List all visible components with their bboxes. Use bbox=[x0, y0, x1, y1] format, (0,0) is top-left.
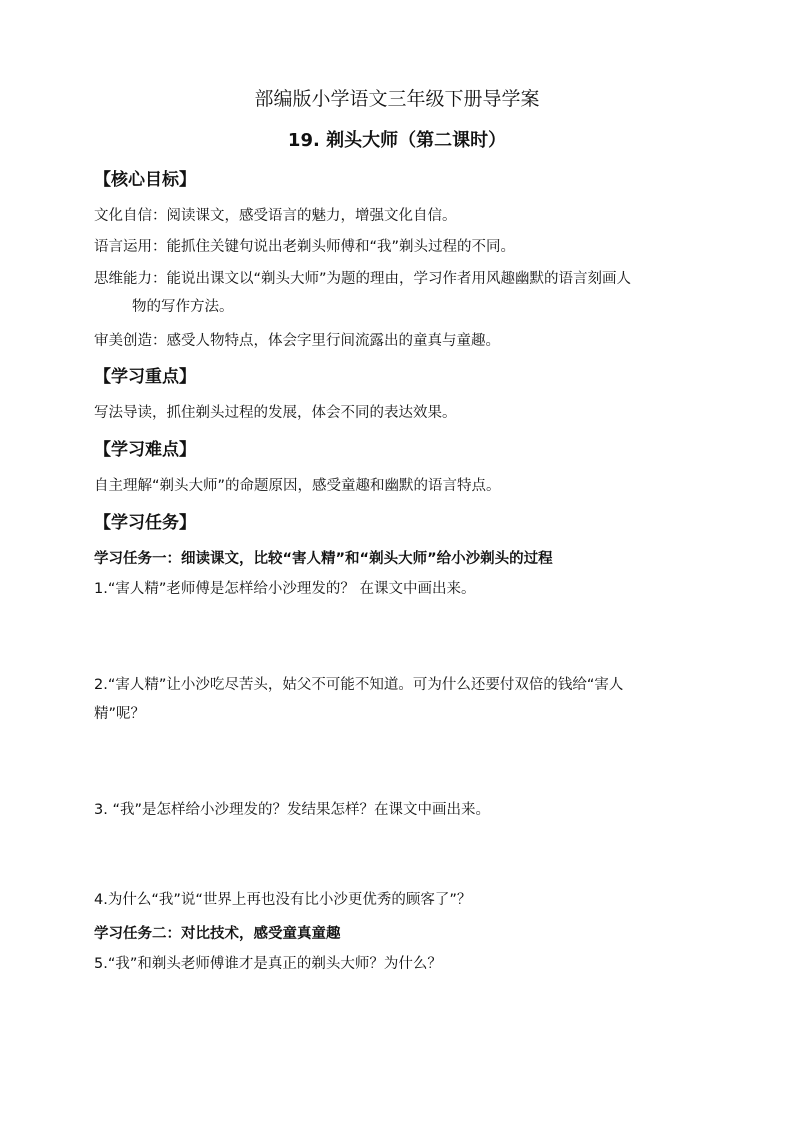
heading-key-points: 【学习重点】 bbox=[94, 367, 196, 387]
question-2-line-2: 精”呢？ bbox=[94, 706, 146, 722]
heading-core-goals: 【核心目标】 bbox=[94, 170, 196, 190]
core-goal-line-4: 审美创造：感受人物特点，体会字里行间流露出的童真与童趣。 bbox=[94, 333, 500, 349]
question-5: 5.“我”和剃头老师傅谁才是真正的剃头大师？为什么？ bbox=[94, 956, 442, 972]
question-1: 1.“害人精”老师傅是怎样给小沙理发的？ 在课文中画出来。 bbox=[94, 581, 476, 597]
task-2-title: 学习任务二：对比技术，感受童真童趣 bbox=[94, 926, 341, 942]
heading-tasks: 【学习任务】 bbox=[94, 513, 196, 533]
core-goal-line-2: 语言运用：能抓住关键句说出老剃头师傅和“我”剃头过程的不同。 bbox=[94, 239, 516, 255]
key-points-line-1: 写法导读，抓住剃头过程的发展，体会不同的表达效果。 bbox=[94, 405, 457, 421]
question-3: 3. “我”是怎样给小沙理发的？发结果怎样？在课文中画出来。 bbox=[94, 802, 490, 818]
document-title: 部编版小学语文三年级下册导学案 bbox=[254, 88, 540, 110]
question-2-line-1: 2.“害人精”让小沙吃尽苦头，姑父不可能不知道。可为什么还要付双倍的钱给“害人 bbox=[94, 677, 624, 693]
core-goal-line-1: 文化自信：阅读课文，感受语言的魅力，增强文化自信。 bbox=[94, 208, 457, 224]
lesson-title: 19. 剃头大师（第二课时） bbox=[287, 130, 507, 151]
core-goal-line-3: 思维能力：能说出课文以“剃头大师”为题的理由，学习作者用风趣幽默的语言刻画人 bbox=[94, 271, 632, 287]
question-4: 4.为什么“我”说“世界上再也没有比小沙更优秀的顾客了”？ bbox=[94, 892, 472, 908]
heading-difficulties: 【学习难点】 bbox=[94, 440, 196, 460]
core-goal-line-3-continued: 物的写作方法。 bbox=[132, 299, 234, 315]
difficulties-line-1: 自主理解“剃头大师”的命题原因，感受童趣和幽默的语言特点。 bbox=[94, 478, 501, 494]
task-1-title: 学习任务一：细读课文，比较“害人精”和“剃头大师”给小沙剃头的过程 bbox=[94, 551, 553, 567]
